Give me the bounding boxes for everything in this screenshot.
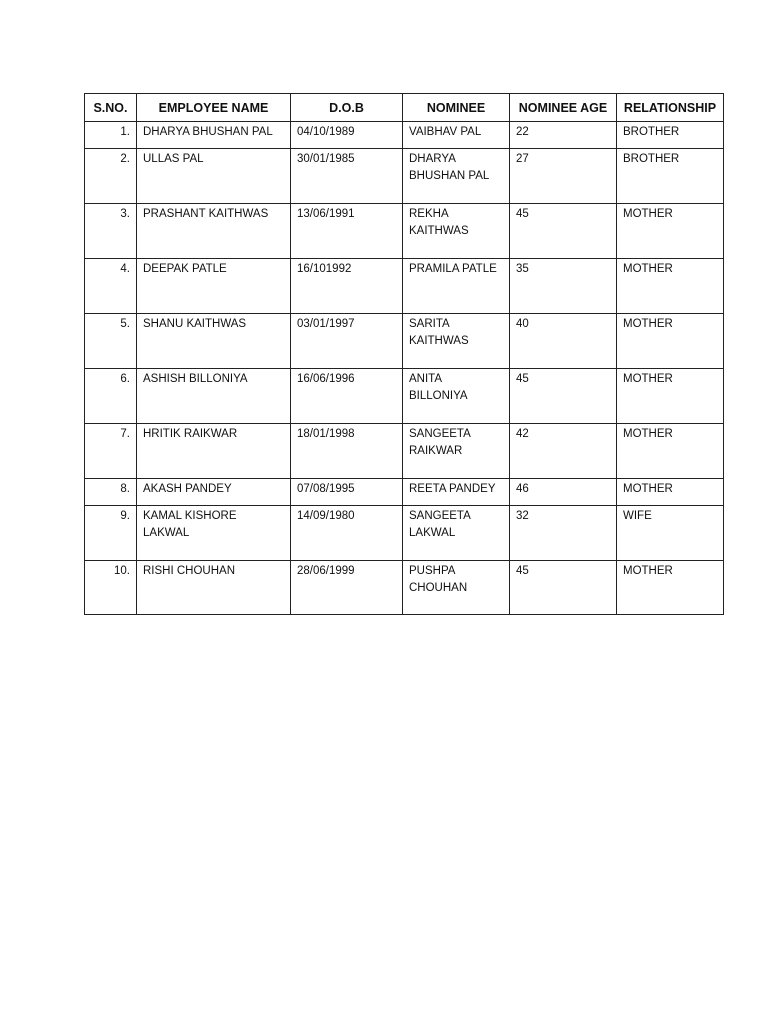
cell-sno: 1.	[85, 122, 137, 149]
cell-sno: 6.	[85, 369, 137, 424]
header-nominee: NOMINEE	[403, 94, 510, 122]
cell-sno: 5.	[85, 314, 137, 369]
cell-relationship: MOTHER	[617, 259, 724, 314]
cell-nominee-age: 42	[510, 424, 617, 479]
cell-sno: 2.	[85, 149, 137, 204]
cell-nominee: REETA PANDEY	[403, 479, 510, 506]
cell-sno: 10.	[85, 561, 137, 615]
cell-nominee-age: 22	[510, 122, 617, 149]
cell-relationship: MOTHER	[617, 479, 724, 506]
cell-nominee: DHARYA BHUSHAN PAL	[403, 149, 510, 204]
cell-employee-name: RISHI CHOUHAN	[137, 561, 291, 615]
cell-dob: 18/01/1998	[291, 424, 403, 479]
cell-nominee: SANGEETA LAKWAL	[403, 506, 510, 561]
cell-nominee-age: 35	[510, 259, 617, 314]
cell-sno: 8.	[85, 479, 137, 506]
table-row	[85, 204, 724, 259]
cell-dob: 16/101992	[291, 259, 403, 314]
cell-nominee: PRAMILA PATLE	[403, 259, 510, 314]
cell-relationship: MOTHER	[617, 369, 724, 424]
cell-relationship: WIFE	[617, 506, 724, 561]
cell-employee-name: PRASHANT KAITHWAS	[137, 204, 291, 259]
cell-relationship: MOTHER	[617, 204, 724, 259]
table-row	[85, 149, 724, 204]
table-row	[85, 314, 724, 369]
cell-employee-name: KAMAL KISHORE LAKWAL	[137, 506, 291, 561]
cell-nominee: ANITA BILLONIYA	[403, 369, 510, 424]
table-row	[85, 506, 724, 561]
table-header-row	[85, 94, 724, 122]
cell-dob: 16/06/1996	[291, 369, 403, 424]
cell-nominee: SARITA KAITHWAS	[403, 314, 510, 369]
cell-dob: 04/10/1989	[291, 122, 403, 149]
cell-nominee-age: 46	[510, 479, 617, 506]
cell-nominee-age: 45	[510, 204, 617, 259]
cell-nominee: SANGEETA RAIKWAR	[403, 424, 510, 479]
cell-sno: 3.	[85, 204, 137, 259]
cell-dob: 07/08/1995	[291, 479, 403, 506]
cell-nominee-age: 40	[510, 314, 617, 369]
cell-nominee-age: 27	[510, 149, 617, 204]
table-row	[85, 369, 724, 424]
header-dob: D.O.B	[291, 94, 403, 122]
cell-employee-name: SHANU KAITHWAS	[137, 314, 291, 369]
cell-dob: 30/01/1985	[291, 149, 403, 204]
cell-dob: 14/09/1980	[291, 506, 403, 561]
table-row	[85, 561, 724, 615]
cell-employee-name: ASHISH BILLONIYA	[137, 369, 291, 424]
cell-relationship: MOTHER	[617, 424, 724, 479]
cell-sno: 9.	[85, 506, 137, 561]
table-row	[85, 479, 724, 506]
cell-nominee: PUSHPA CHOUHAN	[403, 561, 510, 615]
cell-nominee-age: 32	[510, 506, 617, 561]
cell-employee-name: DHARYA BHUSHAN PAL	[137, 122, 291, 149]
cell-nominee-age: 45	[510, 561, 617, 615]
employee-nominee-table	[84, 93, 724, 615]
cell-employee-name: AKASH PANDEY	[137, 479, 291, 506]
cell-employee-name: HRITIK RAIKWAR	[137, 424, 291, 479]
cell-relationship: BROTHER	[617, 149, 724, 204]
cell-relationship: MOTHER	[617, 314, 724, 369]
header-nominee-age: NOMINEE AGE	[510, 94, 617, 122]
table-row	[85, 259, 724, 314]
table-row	[85, 424, 724, 479]
cell-dob: 03/01/1997	[291, 314, 403, 369]
header-sno: S.NO.	[85, 94, 137, 122]
cell-sno: 7.	[85, 424, 137, 479]
cell-relationship: MOTHER	[617, 561, 724, 615]
cell-employee-name: DEEPAK PATLE	[137, 259, 291, 314]
cell-employee-name: ULLAS PAL	[137, 149, 291, 204]
cell-sno: 4.	[85, 259, 137, 314]
cell-relationship: BROTHER	[617, 122, 724, 149]
table-row	[85, 122, 724, 149]
cell-nominee-age: 45	[510, 369, 617, 424]
cell-nominee: REKHA KAITHWAS	[403, 204, 510, 259]
cell-nominee: VAIBHAV PAL	[403, 122, 510, 149]
cell-dob: 13/06/1991	[291, 204, 403, 259]
header-employee-name: EMPLOYEE NAME	[137, 94, 291, 122]
header-relationship: RELATIONSHIP	[617, 94, 724, 122]
cell-dob: 28/06/1999	[291, 561, 403, 615]
